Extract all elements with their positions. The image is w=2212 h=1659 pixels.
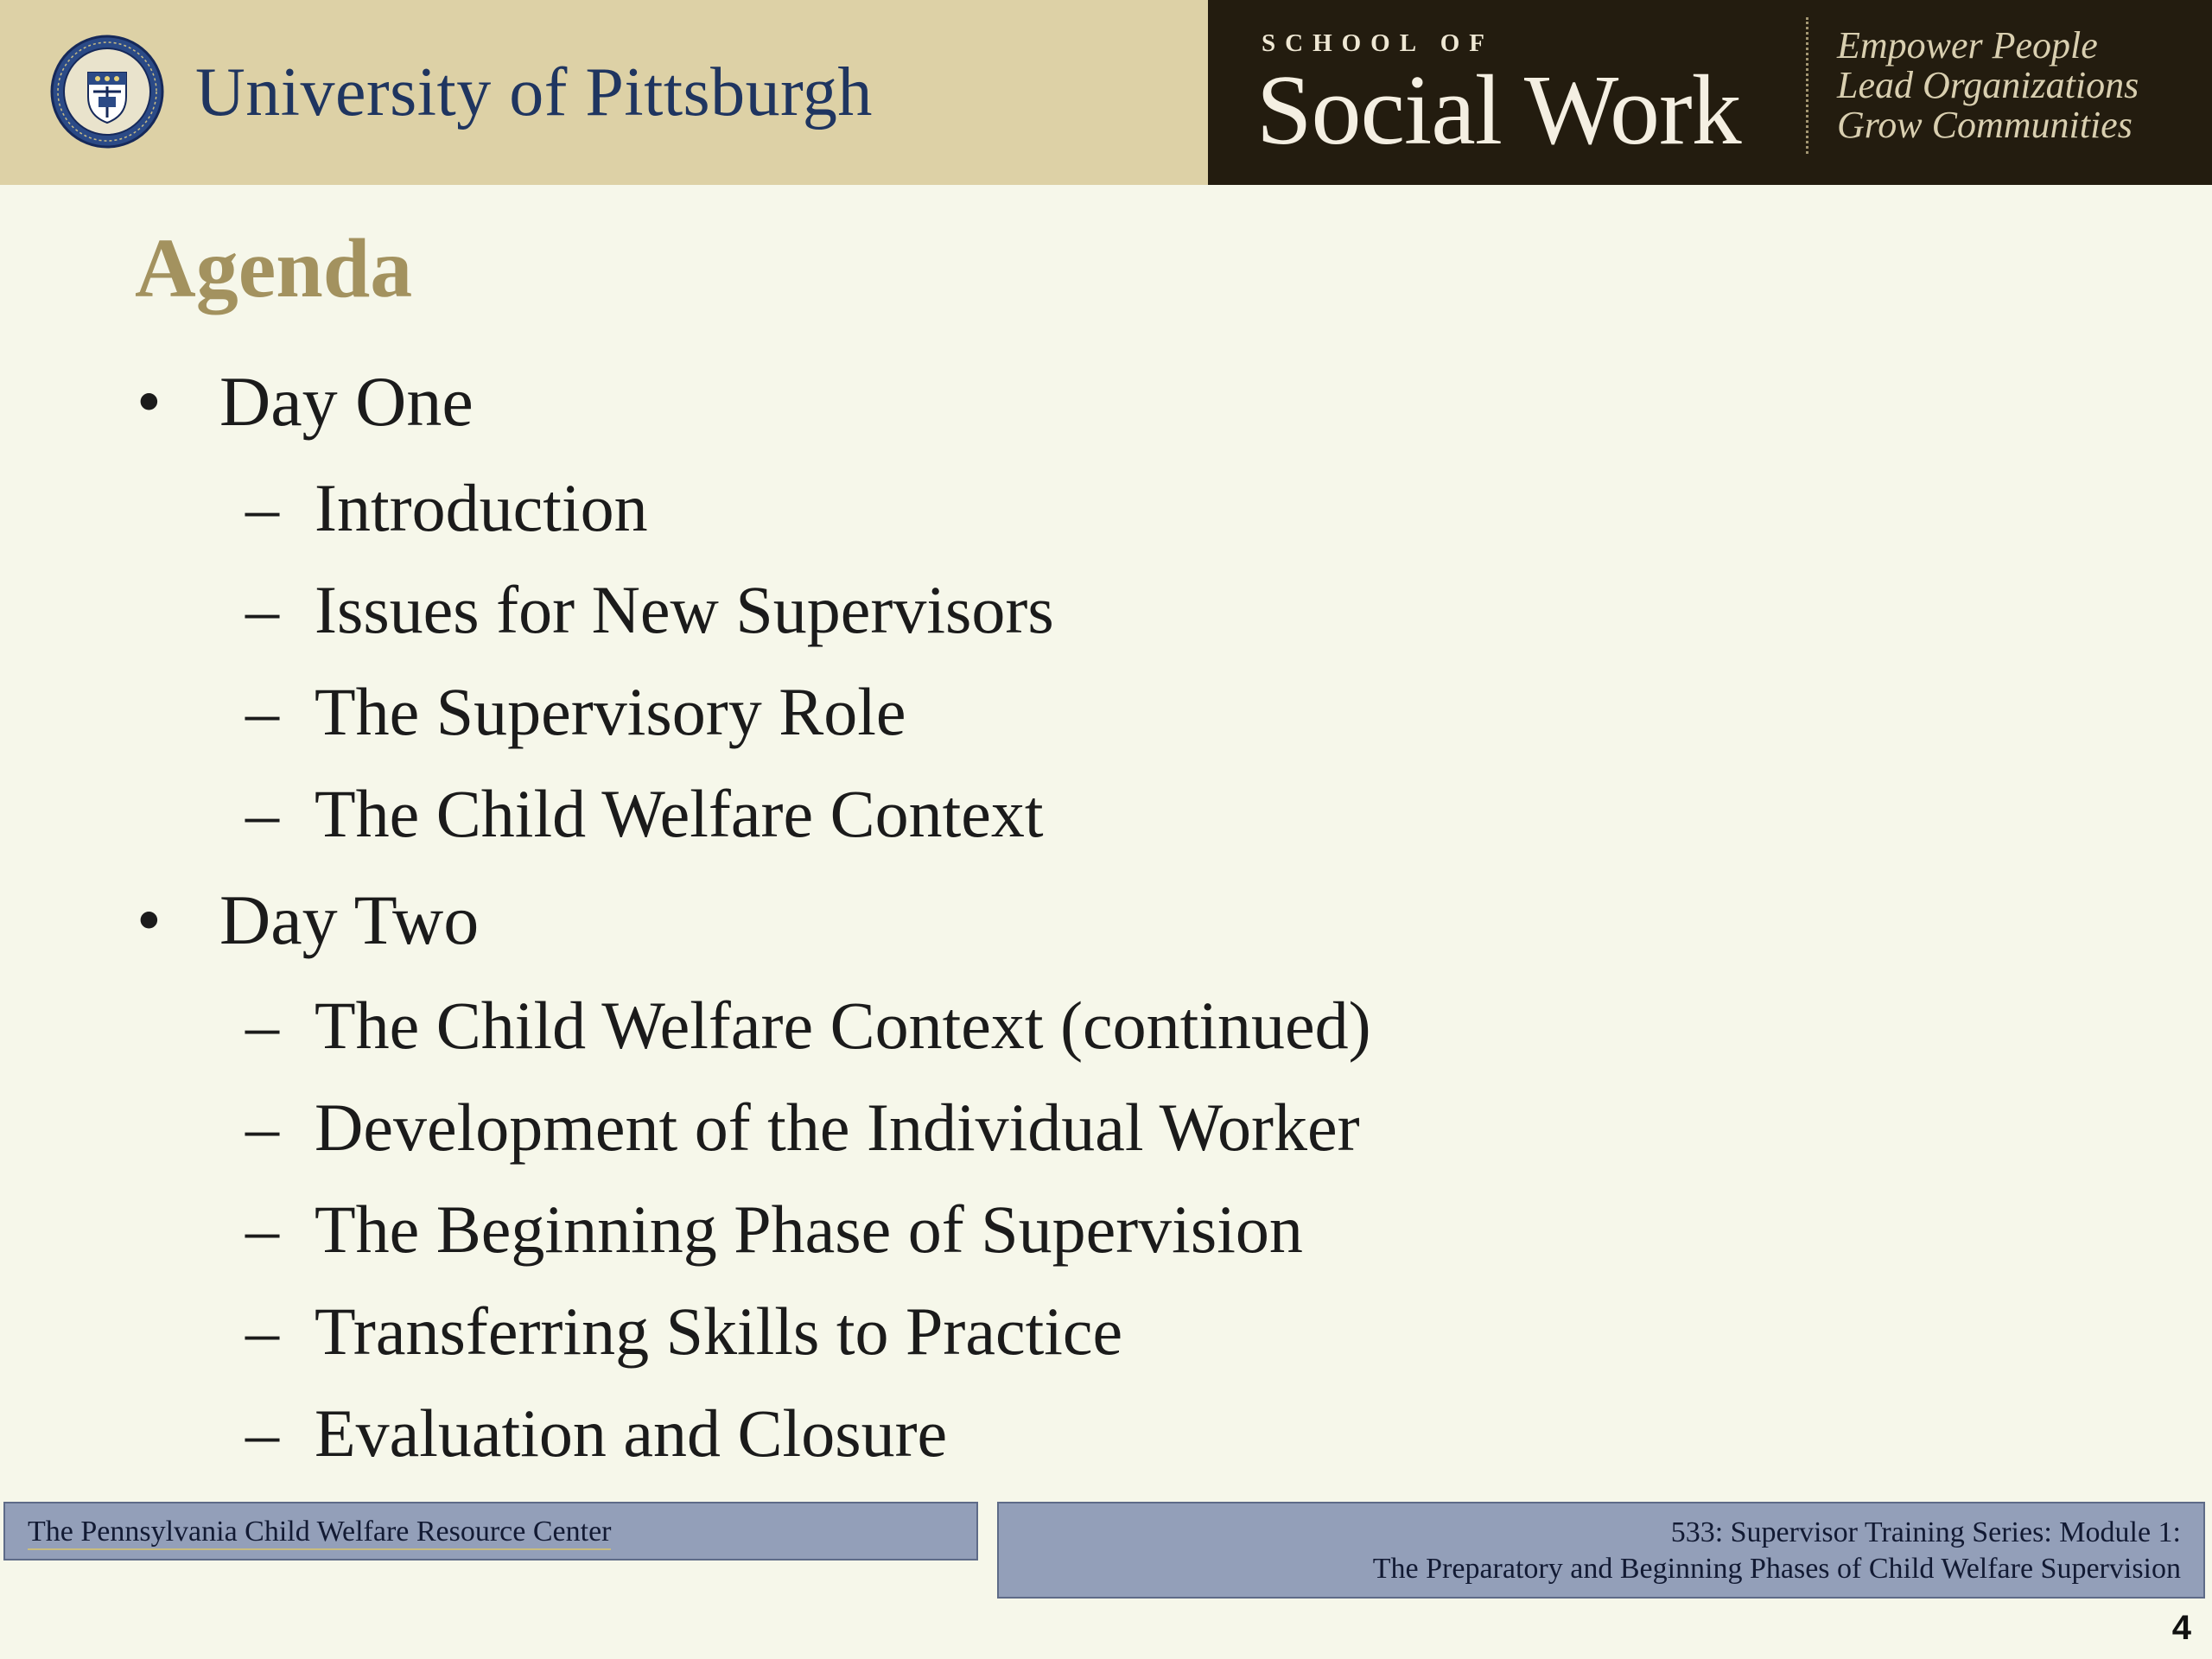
- agenda-item-label: The Beginning Phase of Supervision: [315, 1192, 1303, 1267]
- agenda-item: [245, 775, 1044, 853]
- bullet-marker: •: [137, 362, 162, 441]
- tagline-line-3: Grow Communities: [1837, 104, 2133, 146]
- agenda-item: [245, 469, 648, 547]
- dash-marker: –: [245, 470, 279, 545]
- dash-marker: –: [245, 674, 279, 749]
- agenda-item: [245, 987, 1371, 1065]
- university-name: University of Pittsburgh: [195, 54, 873, 130]
- agenda-item-label: The Child Welfare Context: [315, 776, 1044, 851]
- dash-marker: –: [245, 1090, 279, 1165]
- agenda-item: [245, 1191, 1303, 1268]
- agenda-item-label: Evaluation and Closure: [315, 1395, 948, 1471]
- agenda-day-label: Day One: [219, 362, 474, 441]
- dash-marker: –: [245, 572, 279, 647]
- agenda-item-label: The Child Welfare Context (continued): [315, 988, 1371, 1063]
- agenda-item: [245, 1089, 1360, 1166]
- dash-marker: –: [245, 1294, 279, 1369]
- header-divider: [1806, 17, 1808, 154]
- agenda-item: [245, 673, 906, 751]
- page-number: 4: [2171, 1609, 2191, 1647]
- agenda-day-label: Day Two: [219, 880, 480, 959]
- footer-course-line-1: 533: Supervisor Training Series: Module 1:: [1670, 1516, 2181, 1548]
- agenda-day: [137, 361, 474, 442]
- header-university-band: [0, 0, 1208, 185]
- footer-course-line-2: The Preparatory and Beginning Phases of Child Welfare Supervision: [1372, 1553, 2181, 1585]
- dash-marker: –: [245, 1192, 279, 1267]
- school-tagline: [1837, 26, 2139, 145]
- dash-marker: –: [245, 988, 279, 1063]
- school-name: Social Work: [1256, 55, 1741, 166]
- agenda-item: [245, 1293, 1123, 1370]
- dash-marker: –: [245, 1395, 279, 1471]
- university-seal-icon: [50, 35, 164, 149]
- tagline-line-1: Empower People: [1837, 24, 2098, 67]
- slide-header: [0, 0, 2212, 185]
- tagline-line-2: Lead Organizations: [1837, 64, 2139, 106]
- bullet-marker: •: [137, 880, 162, 959]
- agenda-item: [245, 1395, 948, 1472]
- agenda-item-label: Development of the Individual Worker: [315, 1090, 1360, 1165]
- footer-organization[interactable]: The Pennsylvania Child Welfare Resource Center: [28, 1516, 611, 1550]
- dash-marker: –: [245, 776, 279, 851]
- agenda-item-label: Issues for New Supervisors: [315, 572, 1054, 647]
- agenda-item-label: The Supervisory Role: [315, 674, 906, 749]
- school-of-label: SCHOOL OF: [1262, 29, 1495, 57]
- agenda-item-label: Transferring Skills to Practice: [315, 1294, 1123, 1369]
- agenda-item: [245, 571, 1054, 649]
- footer-course-box: [997, 1502, 2205, 1599]
- agenda-day: [137, 880, 480, 961]
- agenda-item-label: Introduction: [315, 470, 648, 545]
- slide-title: Agenda: [135, 222, 413, 315]
- footer-organization-box: [3, 1502, 978, 1560]
